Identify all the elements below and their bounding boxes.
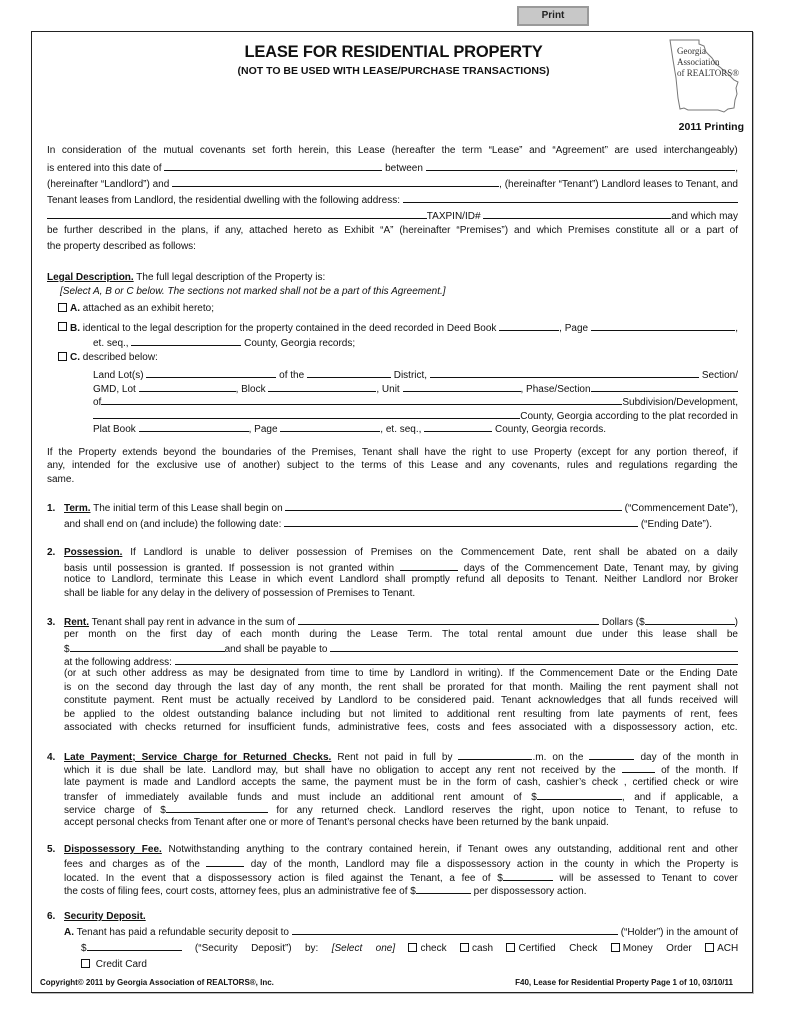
form-text: cash bbox=[471, 943, 507, 954]
section-heading: Rent. bbox=[64, 617, 89, 628]
form-text: Tenant shall pay rent in advance in the sum of bbox=[89, 617, 298, 628]
blank-text-field[interactable] bbox=[131, 335, 241, 346]
form-line bbox=[64, 883, 738, 897]
blank-text-field[interactable] bbox=[430, 367, 699, 378]
form-text: for any returned check. Landlord reserves the right, upon notice to Tenant, to refuse to bbox=[267, 805, 738, 816]
option-label: A. bbox=[64, 927, 74, 938]
form-line bbox=[47, 144, 738, 158]
form-text: and shall be payable to bbox=[224, 644, 331, 655]
instruction-text: [Select A, B or C below. The sections not marked shall not be a part of this Agreement.] bbox=[60, 286, 446, 297]
blank-text-field[interactable] bbox=[403, 192, 738, 203]
form-text: (or at such other address as may be designated from time to time by Landlord in writing). If the Commencement Date or the Ending Date bbox=[64, 668, 738, 679]
form-text: If Landlord is unable to deliver possession of Premises on the Commencement Date, rent shall be abated on a daily bbox=[122, 547, 738, 558]
form-text: (“Ending Date”). bbox=[638, 519, 712, 530]
form-text: Dollars ($ bbox=[599, 617, 645, 628]
form-line bbox=[47, 446, 738, 460]
form-text: Rent not paid in full by bbox=[331, 752, 459, 763]
form-text: service charge of $ bbox=[64, 805, 166, 816]
form-line bbox=[93, 335, 738, 349]
blank-text-field[interactable] bbox=[101, 394, 622, 405]
blank-text-field[interactable] bbox=[589, 749, 634, 760]
form-text: (“Security Deposit”) by: bbox=[181, 943, 332, 954]
form-line bbox=[64, 856, 738, 870]
form-text: (“Commencement Date”), bbox=[621, 503, 738, 514]
printing-year: 2011 Printing bbox=[678, 121, 744, 133]
form-text: of the month. If bbox=[654, 765, 738, 776]
option-label: C. bbox=[70, 352, 80, 363]
blank-text-field[interactable] bbox=[285, 500, 621, 511]
section-heading: Legal Description. bbox=[47, 272, 134, 283]
form-line bbox=[64, 776, 738, 790]
form-text: any, intended for the exclusive use of another) subject to the terms of this Lease and any covenants, rules and regulations regarding the bbox=[47, 460, 738, 471]
form-text: is entered into this date of bbox=[47, 163, 165, 174]
form-line bbox=[47, 546, 738, 560]
checkbox[interactable] bbox=[58, 352, 67, 361]
form-text: is on the second day through the last day of any month, the rent shall be prorated for that month. Mailing the rent payment shall not bbox=[64, 682, 739, 693]
form-line bbox=[64, 628, 738, 642]
blank-text-field[interactable] bbox=[139, 421, 249, 432]
form-text: Section/ bbox=[699, 370, 738, 381]
form-text: basis until possession is granted. If possession is not granted within bbox=[64, 563, 400, 574]
form-text: the property described as follows: bbox=[47, 241, 196, 252]
blank-text-field[interactable] bbox=[400, 560, 458, 571]
logo-text: of REALTORS® bbox=[677, 68, 740, 78]
form-text: GMD, Lot bbox=[93, 384, 139, 395]
blank-text-field[interactable] bbox=[87, 940, 182, 951]
form-text: The initial term of this Lease shall begin on bbox=[90, 503, 286, 514]
copyright-footer: Copyright© 2011 by Georgia Association of REALTORS®, Inc. bbox=[40, 978, 274, 987]
form-text: Money Order bbox=[622, 943, 706, 954]
form-text: same. bbox=[47, 474, 75, 485]
form-text bbox=[395, 943, 408, 954]
form-text: , Page bbox=[248, 424, 281, 435]
blank-text-field[interactable] bbox=[424, 421, 492, 432]
form-text: (“Holder”) in the amount of bbox=[617, 927, 738, 938]
form-line bbox=[58, 351, 738, 365]
checkbox[interactable] bbox=[611, 943, 620, 952]
form-line bbox=[64, 802, 738, 816]
blank-text-field[interactable] bbox=[172, 176, 499, 187]
form-text: associated with checks returned for insufficient funds, administrative fees, costs and fees associated with a dispossessory action, etc. bbox=[64, 722, 738, 733]
form-line bbox=[47, 176, 738, 190]
form-text: , and if applicable, a bbox=[621, 792, 739, 803]
form-text: District, bbox=[390, 370, 430, 381]
form-text: , et. seq., bbox=[380, 424, 425, 435]
blank-text-field[interactable] bbox=[458, 749, 532, 760]
blank-text-field[interactable] bbox=[292, 924, 618, 935]
option-label: B. bbox=[70, 323, 80, 334]
form-line bbox=[47, 459, 738, 473]
section-number: 5. bbox=[47, 844, 56, 855]
form-line bbox=[64, 641, 738, 655]
form-text: fees and charges as of the bbox=[64, 859, 207, 870]
form-text: days of the Commencement Date, Tenant may, by giving bbox=[457, 563, 739, 574]
checkbox[interactable] bbox=[58, 322, 67, 331]
blank-text-field[interactable] bbox=[416, 883, 471, 894]
form-text: Tenant leases from Landlord, the residential dwelling with the following address: bbox=[47, 195, 403, 206]
form-text: between bbox=[382, 163, 426, 174]
form-text: $ bbox=[81, 943, 87, 954]
blank-text-field[interactable] bbox=[499, 320, 559, 331]
blank-text-field[interactable] bbox=[146, 367, 276, 378]
form-text: day of the month, Landlord may file a dispossessory action in the county in which the Property is bbox=[244, 859, 739, 870]
blank-text-field[interactable] bbox=[591, 381, 738, 392]
form-text: Subdivision/Development, bbox=[622, 397, 738, 408]
form-line bbox=[64, 694, 738, 708]
form-text: .m. on the bbox=[532, 752, 590, 763]
page-footer: F40, Lease for Residential Property Page 1 of 10, 03/10/11 bbox=[515, 978, 733, 987]
blank-text-field[interactable] bbox=[591, 320, 735, 331]
form-text: (hereinafter “Landlord”) and bbox=[47, 179, 173, 190]
form-line bbox=[64, 560, 738, 574]
document-title: LEASE FOR RESIDENTIAL PROPERTY bbox=[244, 43, 543, 61]
form-text: , (hereinafter “Tenant”) Landlord leases to Tenant, and bbox=[499, 179, 738, 190]
blank-text-field[interactable] bbox=[483, 208, 671, 219]
form-line bbox=[47, 473, 738, 487]
checkbox[interactable] bbox=[58, 303, 67, 312]
form-text: notice to Landlord, terminate this Lease in which event Landlord shall promptly refund all deposits to Tenant. Neither Landlord nor Broker bbox=[64, 574, 739, 585]
blank-text-field[interactable] bbox=[280, 421, 380, 432]
section-heading: Dispossessory Fee. bbox=[64, 844, 162, 855]
form-line bbox=[47, 192, 738, 206]
form-text: , Unit bbox=[376, 384, 403, 395]
form-text: , bbox=[735, 323, 738, 334]
form-line bbox=[60, 285, 738, 299]
form-text: per month on the first day of each month during the Lease Term. The total rental amount due under this lease shall be bbox=[64, 629, 738, 640]
form-line bbox=[47, 614, 738, 628]
form-line bbox=[93, 394, 738, 408]
form-line bbox=[64, 762, 738, 776]
checkbox[interactable] bbox=[705, 943, 714, 952]
georgia-realtors-logo bbox=[666, 38, 744, 118]
form-text: and shall end on (and include) the following date: bbox=[64, 519, 285, 530]
section-heading: Late Payment; Service Charge for Returned Checks. bbox=[64, 752, 332, 763]
form-text: located. In the event that a dispossessory action is filed against the Tenant, a fee of $ bbox=[64, 873, 503, 884]
checkbox[interactable] bbox=[408, 943, 417, 952]
blank-text-field[interactable] bbox=[175, 654, 738, 665]
blank-text-field[interactable] bbox=[537, 789, 622, 800]
blank-text-field[interactable] bbox=[298, 614, 599, 625]
form-text: Notwithstanding anything to the contrary contained herein, if Tenant owes any outstanding, additional rent and other bbox=[161, 844, 738, 855]
form-text: will be assessed to Tenant to cover bbox=[552, 873, 738, 884]
form-text: shall be liable for any delay in the delivery of possession of Premises to Tenant. bbox=[64, 588, 416, 599]
form-text: be applied to the oldest outstanding balance including but not limited to additional rent resulting from late payments of rent, fees bbox=[64, 709, 738, 720]
form-line bbox=[64, 654, 738, 668]
form-line bbox=[47, 500, 738, 514]
form-line bbox=[47, 240, 738, 254]
form-text: ACH bbox=[717, 943, 739, 954]
form-line bbox=[47, 160, 738, 174]
form-line bbox=[64, 721, 738, 735]
form-text: transfer of immediately available funds and must include an additional rent amount of $ bbox=[64, 792, 537, 803]
form-line bbox=[93, 421, 738, 435]
form-text: described below: bbox=[80, 352, 158, 363]
document-subtitle: (NOT TO BE USED WITH LEASE/PURCHASE TRANSACTIONS) bbox=[237, 65, 550, 77]
blank-text-field[interactable] bbox=[284, 516, 638, 527]
option-label: A. bbox=[70, 303, 80, 314]
form-text: identical to the legal description for the property contained in the deed recorded in Deed Book bbox=[80, 323, 500, 334]
section-heading: Term. bbox=[64, 503, 91, 514]
blank-text-field[interactable] bbox=[426, 160, 736, 171]
form-text: the costs of filing fees, court costs, attorney fees, plus an administrative fee of $ bbox=[64, 886, 416, 897]
form-text: County, Georgia records; bbox=[241, 338, 356, 349]
form-text: which it is due shall be late. Landlord may, but shall have no obligation to accept any rent not received by the bbox=[64, 765, 622, 776]
form-text: be further described in the plans, if any, attached hereto as Exhibit “A” (hereinafter “Premises”) and which Premises constitute all or a part of bbox=[47, 225, 738, 236]
blank-text-field[interactable] bbox=[47, 208, 427, 219]
form-text: , bbox=[735, 163, 738, 174]
form-text: $ bbox=[64, 644, 70, 655]
form-text: constitute payment. Rent must be actually received by Landlord to be considered paid. Tenant acknowledges that all funds received will bbox=[64, 695, 738, 706]
blank-text-field[interactable] bbox=[166, 802, 268, 813]
form-text: et. seq., bbox=[93, 338, 132, 349]
blank-text-field[interactable] bbox=[268, 381, 376, 392]
logo-text: Association bbox=[677, 57, 720, 67]
form-line bbox=[64, 516, 712, 530]
form-line bbox=[64, 667, 738, 681]
blank-text-field[interactable] bbox=[164, 160, 382, 171]
form-line bbox=[64, 573, 738, 587]
form-line bbox=[64, 789, 738, 803]
checkbox[interactable] bbox=[506, 943, 515, 952]
form-line bbox=[47, 749, 738, 763]
form-text: check bbox=[420, 943, 460, 954]
section-heading: Possession. bbox=[64, 547, 123, 558]
form-text: Credit Card bbox=[93, 959, 147, 970]
form-line bbox=[58, 320, 738, 334]
instruction-text: [Select one] bbox=[331, 943, 396, 954]
form-text: of the bbox=[276, 370, 307, 381]
blank-text-field[interactable] bbox=[206, 856, 244, 867]
blank-text-field[interactable] bbox=[93, 408, 520, 419]
form-text: The full legal description of the Property is: bbox=[133, 272, 326, 283]
logo-text: Georgia bbox=[677, 46, 706, 56]
form-text: County, Georgia according to the plat recorded in bbox=[520, 411, 738, 422]
form-line bbox=[47, 271, 738, 285]
form-line bbox=[47, 843, 738, 857]
form-text: per dispossessory action. bbox=[470, 886, 587, 897]
form-line bbox=[64, 924, 738, 938]
checkbox[interactable] bbox=[460, 943, 469, 952]
form-text: , Block bbox=[235, 384, 269, 395]
form-text: late payment is made and Landlord accepts the same, the payment must be in the form of cash, cashier’s check , certified check or wire bbox=[64, 777, 739, 788]
form-text: Tenant has paid a refundable security deposit to bbox=[74, 927, 292, 938]
form-line bbox=[47, 910, 738, 924]
form-line bbox=[93, 408, 738, 422]
blank-text-field[interactable] bbox=[403, 381, 521, 392]
form-line bbox=[64, 681, 738, 695]
form-line bbox=[64, 870, 738, 884]
form-line bbox=[64, 708, 738, 722]
section-number: 6. bbox=[47, 911, 56, 922]
form-text: , Page bbox=[559, 323, 591, 334]
section-number: 3. bbox=[47, 617, 56, 628]
form-text: If the Property extends beyond the boundaries of the Premises, Tenant shall have the right to use Property (except for any portion thereof, if bbox=[47, 447, 738, 458]
section-number: 2. bbox=[47, 547, 56, 558]
form-line bbox=[93, 381, 738, 395]
form-text: Plat Book bbox=[93, 424, 139, 435]
print-button[interactable]: Print bbox=[517, 6, 589, 26]
form-text: accept personal checks from Tenant after one or more of Tenant’s personal checks have been returned by the bank unpaid. bbox=[64, 817, 609, 828]
blank-text-field[interactable] bbox=[622, 762, 655, 773]
blank-text-field[interactable] bbox=[503, 870, 553, 881]
form-text: at the following address: bbox=[64, 657, 175, 668]
form-line bbox=[47, 208, 738, 222]
form-line bbox=[64, 816, 738, 830]
section-number: 4. bbox=[47, 752, 56, 763]
form-line bbox=[58, 302, 738, 316]
form-line bbox=[81, 958, 738, 972]
checkbox[interactable] bbox=[81, 959, 90, 968]
form-line bbox=[81, 940, 738, 954]
form-line bbox=[64, 587, 738, 601]
blank-text-field[interactable] bbox=[139, 381, 236, 392]
section-number: 1. bbox=[47, 503, 56, 514]
form-line bbox=[47, 224, 738, 238]
form-text: , Phase/Section bbox=[520, 384, 591, 395]
form-text: day of the month in bbox=[634, 752, 739, 763]
blank-text-field[interactable] bbox=[330, 641, 738, 652]
form-text: and which may bbox=[671, 211, 738, 222]
section-heading: Security Deposit. bbox=[64, 911, 146, 922]
form-text: County, Georgia records. bbox=[492, 424, 606, 435]
form-text: Certified Check bbox=[518, 943, 611, 954]
blank-text-field[interactable] bbox=[307, 367, 391, 378]
form-line bbox=[93, 367, 738, 381]
form-text: Land Lot(s) bbox=[93, 370, 147, 381]
form-text: In consideration of the mutual covenants set forth herein, this Lease (hereafter the term “Lease” and “Agreement” are used interchangeably) bbox=[47, 145, 738, 156]
blank-text-field[interactable] bbox=[70, 641, 225, 652]
form-text: of bbox=[93, 397, 102, 408]
form-text: ) bbox=[734, 617, 738, 628]
form-text: attached as an exhibit hereto; bbox=[80, 303, 214, 314]
blank-text-field[interactable] bbox=[645, 614, 735, 625]
form-text: TAXPIN/ID# bbox=[426, 211, 484, 222]
